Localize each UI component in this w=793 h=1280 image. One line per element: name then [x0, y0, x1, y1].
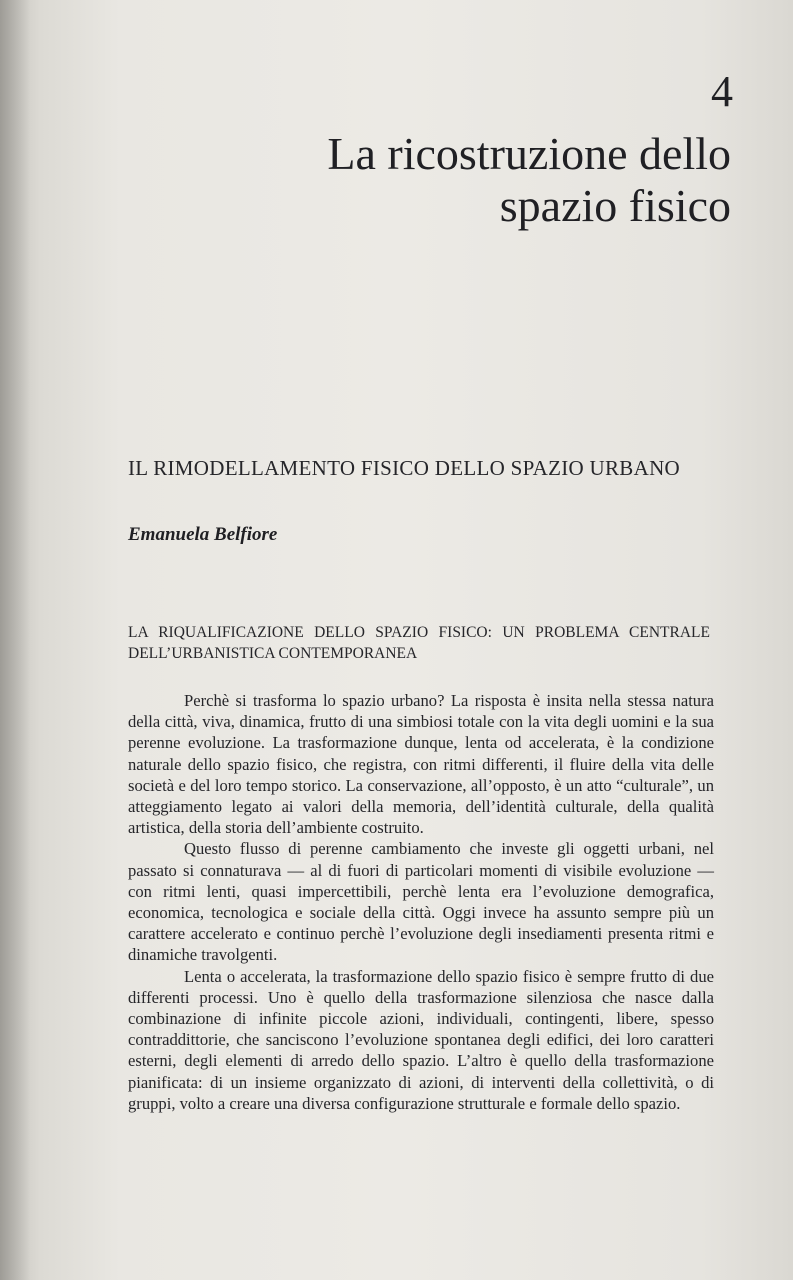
chapter-title-line2: spazio fisico	[499, 180, 731, 231]
subsection-heading: LA RIQUALIFICAZIONE DELLO SPAZIO FISICO: UN PROBLEMA CENTRALE DELL’URBANISTICA CONTEMPORANEA	[128, 624, 710, 662]
body-text	[128, 690, 714, 1114]
author-name: Emanuela Belfiore	[128, 524, 278, 545]
paragraph: Lenta o accelerata, la trasformazione dello spazio fisico è sempre frutto di due differenti processi. Uno è quello della trasformazione silenziosa che nasce dalla combinazione di infinite piccole azioni, individuali, contingenti, libere, spesso contraddittorie, che sanciscono l’evoluzione spontanea degli edifici, dei loro caratteri esterni, degli elementi di arredo dello spazio. L’altro è quello della trasformazione pianificata: di un insieme organizzato di azioni, di interventi della collettività, o di gruppi, volto a creare una diversa configurazione strutturale e formale dello spazio.	[128, 966, 714, 1113]
paragraph: Questo flusso di perenne cambiamento che investe gli oggetti urbani, nel passato si connaturava — al di fuori di particolari momenti di visibile evoluzione — con ritmi lenti, quasi impercettibili, perchè lenta era l’evoluzione demografica, economica, tecnologica e sociale della città. Oggi invece ha assunto sempre più un carattere accelerato e continuo perchè l’evoluzione degli insediamenti presenta ritmi e dinamiche travolgenti.	[128, 839, 714, 965]
paragraph: Perchè si trasforma lo spazio urbano? La risposta è insita nella stessa natura della città, viva, dinamica, frutto di una simbiosi totale con la vita degli uomini e la sua perenne evoluzione. La trasformazione dunque, lenta od accelerata, è la condizione naturale dello spazio fisico, che registra, con ritmi differenti, il fluire della vita delle società e del loro tempo storico. La conservazione, all’opposto, è un atto “culturale”, un atteggiamento legato ai valori della memoria, dell’identità culturale, della qualità artistica, della storia dell’ambiente costruito.	[128, 691, 714, 838]
chapter-number: 4	[711, 67, 733, 116]
chapter-title-line1: La ricostruzione dello	[327, 128, 731, 179]
section-heading: IL RIMODELLAMENTO FISICO DELLO SPAZIO URBANO	[128, 456, 681, 480]
page-gutter-shadow	[0, 0, 30, 1280]
chapter-title	[211, 128, 731, 232]
